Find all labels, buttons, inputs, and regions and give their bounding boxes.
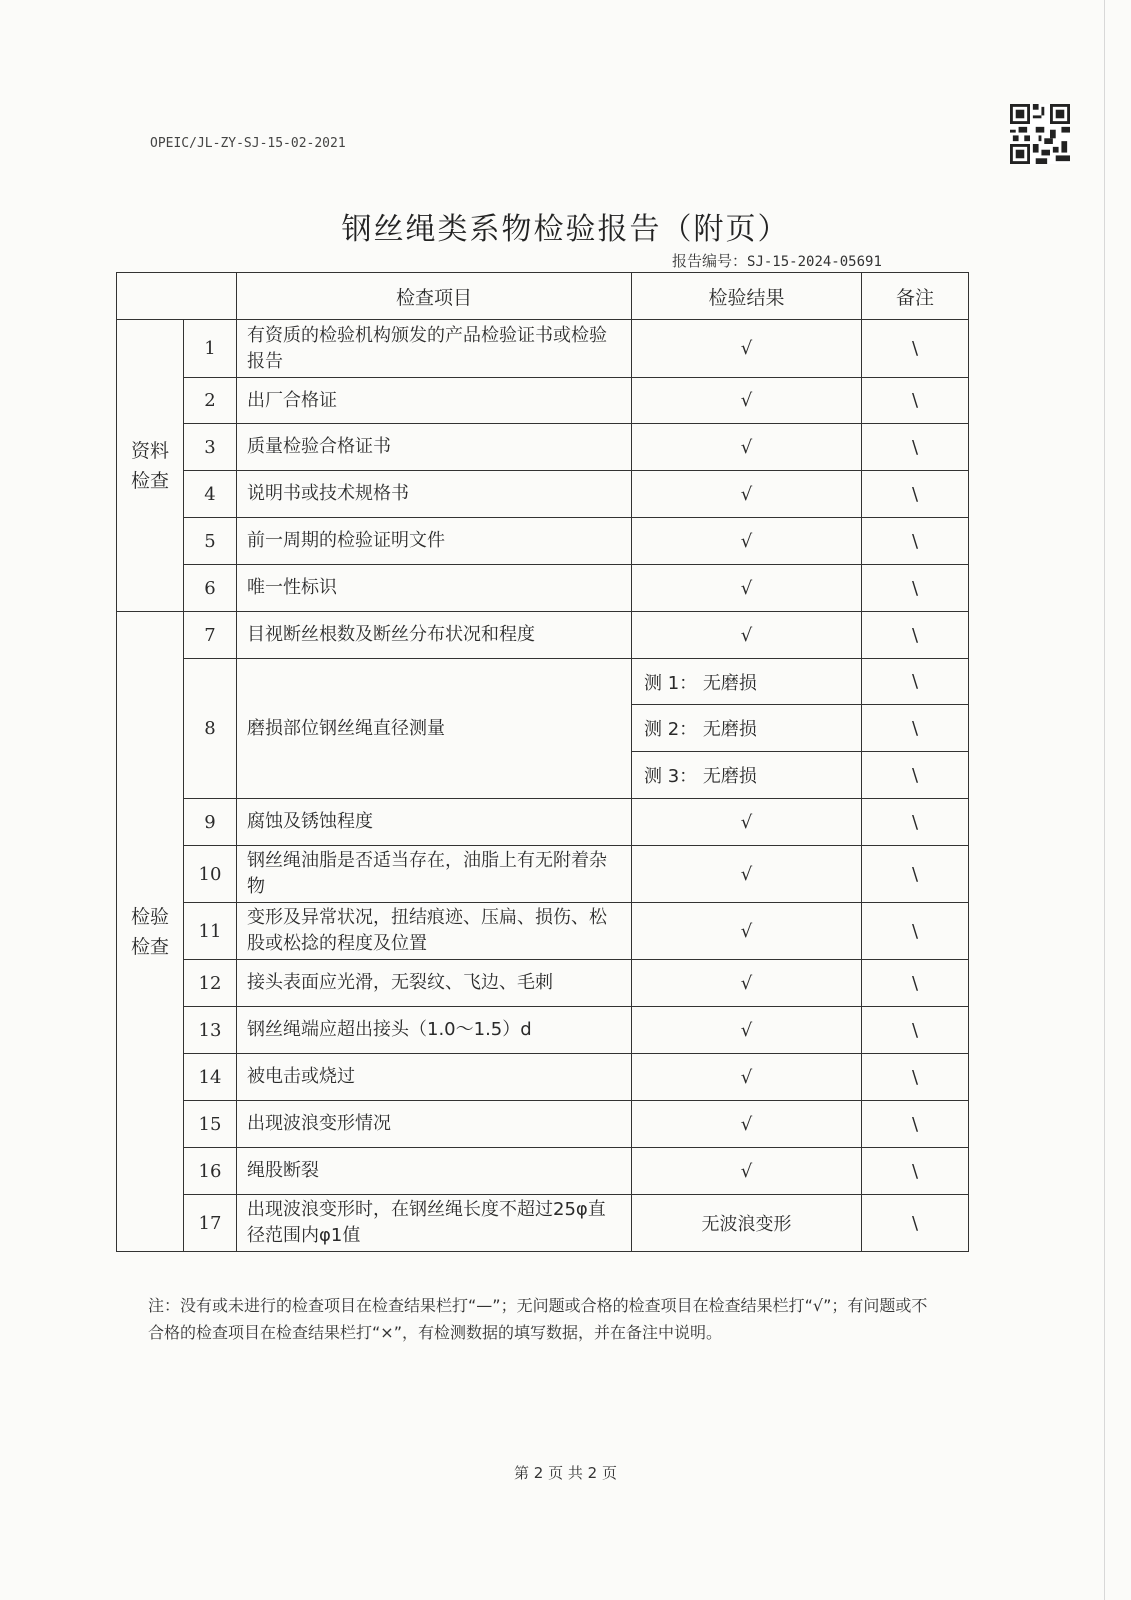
row-number: 2 <box>184 378 237 424</box>
row-result: √ <box>632 903 862 960</box>
row-subresult: 测 1： 无磨损 <box>632 659 862 705</box>
table-row <box>117 846 969 903</box>
row-number: 17 <box>184 1195 237 1252</box>
document-code: OPEIC/JL-ZY-SJ-15-02-2021 <box>150 136 346 151</box>
row-number: 11 <box>184 903 237 960</box>
row-note: \ <box>862 659 969 705</box>
table-row <box>117 471 969 518</box>
category-label: 资料检查 <box>130 439 169 492</box>
row-note: \ <box>862 752 969 799</box>
row-result: √ <box>632 1054 862 1101</box>
category-document-check <box>117 320 184 612</box>
row-number: 10 <box>184 846 237 903</box>
row-note: \ <box>862 1007 969 1054</box>
header-result: 检验结果 <box>632 273 862 320</box>
table-row <box>117 320 969 378</box>
row-item: 绳股断裂 <box>237 1148 632 1195</box>
row-note: \ <box>862 378 969 424</box>
row-item: 出现波浪变形时，在钢丝绳长度不超过25φ直径范围内φ1值 <box>237 1195 632 1252</box>
category-label: 检验检查 <box>130 905 169 958</box>
table-row <box>117 1007 969 1054</box>
row-item: 目视断丝根数及断丝分布状况和程度 <box>237 612 632 659</box>
row-item: 变形及异常状况，扭结痕迹、压扁、损伤、松股或松捻的程度及位置 <box>237 903 632 960</box>
row-note: \ <box>862 320 969 378</box>
row-note: \ <box>862 799 969 846</box>
report-number <box>672 250 882 271</box>
row-note: \ <box>862 1101 969 1148</box>
row-number: 6 <box>184 565 237 612</box>
row-number: 8 <box>184 659 237 799</box>
qr-code-icon <box>1010 104 1070 164</box>
row-note: \ <box>862 846 969 903</box>
row-number: 7 <box>184 612 237 659</box>
table-row <box>117 1054 969 1101</box>
row-note: \ <box>862 518 969 565</box>
row-item: 质量检验合格证书 <box>237 424 632 471</box>
row-note: \ <box>862 471 969 518</box>
header-note: 备注 <box>862 273 969 320</box>
row-number: 15 <box>184 1101 237 1148</box>
row-note: \ <box>862 424 969 471</box>
row-item: 有资质的检验机构颁发的产品检验证书或检验报告 <box>237 320 632 378</box>
row-result: √ <box>632 960 862 1007</box>
row-result: √ <box>632 612 862 659</box>
report-number-label: 报告编号： <box>672 252 748 270</box>
row-note: \ <box>862 1195 969 1252</box>
table-row <box>117 1148 969 1195</box>
row-item: 说明书或技术规格书 <box>237 471 632 518</box>
row-number: 9 <box>184 799 237 846</box>
table-row <box>117 565 969 612</box>
table-row <box>117 903 969 960</box>
table-row <box>117 424 969 471</box>
inspection-table-wrapper <box>116 272 968 1252</box>
row-number: 1 <box>184 320 237 378</box>
row-subresult: 测 2： 无磨损 <box>632 705 862 752</box>
table-row <box>117 518 969 565</box>
row-result: 无波浪变形 <box>632 1195 862 1252</box>
row-item: 唯一性标识 <box>237 565 632 612</box>
row-note: \ <box>862 612 969 659</box>
page-title: 钢丝绳类系物检验报告（附页） <box>341 212 790 247</box>
row-result: √ <box>632 1007 862 1054</box>
row-item: 腐蚀及锈蚀程度 <box>237 799 632 846</box>
row-result: √ <box>632 1101 862 1148</box>
row-number: 12 <box>184 960 237 1007</box>
table-row <box>117 799 969 846</box>
row-number: 16 <box>184 1148 237 1195</box>
row-note: \ <box>862 1148 969 1195</box>
category-inspection-check <box>117 612 184 1252</box>
row-note: \ <box>862 705 969 752</box>
table-row <box>117 659 969 705</box>
row-subresult: 测 3： 无磨损 <box>632 752 862 799</box>
table-row <box>117 378 969 424</box>
row-note: \ <box>862 960 969 1007</box>
row-result: √ <box>632 1148 862 1195</box>
row-result: √ <box>632 320 862 378</box>
row-item: 钢丝绳端应超出接头（1.0～1.5）d <box>237 1007 632 1054</box>
inspection-table <box>116 272 969 1252</box>
row-item: 出厂合格证 <box>237 378 632 424</box>
row-item: 前一周期的检验证明文件 <box>237 518 632 565</box>
table-row <box>117 612 969 659</box>
report-number-value: SJ-15-2024-05691 <box>747 254 882 270</box>
row-number: 13 <box>184 1007 237 1054</box>
table-header-row <box>117 273 969 320</box>
row-item: 接头表面应光滑，无裂纹、飞边、毛刺 <box>237 960 632 1007</box>
row-result: √ <box>632 471 862 518</box>
row-result: √ <box>632 518 862 565</box>
row-number: 14 <box>184 1054 237 1101</box>
row-result: √ <box>632 424 862 471</box>
row-result: √ <box>632 378 862 424</box>
footnote: 注：没有或未进行的检查项目在检查结果栏打“—”；无问题或合格的检查项目在检查结果栏打“√”；有问题或不合格的检查项目在检查结果栏打“×”，有检测数据的填写数据，并在备注中说明。 <box>148 1296 928 1342</box>
row-item: 钢丝绳油脂是否适当存在，油脂上有无附着杂物 <box>237 846 632 903</box>
row-item: 被电击或烧过 <box>237 1054 632 1101</box>
row-note: \ <box>862 1054 969 1101</box>
row-number: 4 <box>184 471 237 518</box>
row-result: √ <box>632 846 862 903</box>
row-result: √ <box>632 799 862 846</box>
header-blank <box>117 273 237 320</box>
row-result: √ <box>632 565 862 612</box>
header-item: 检查项目 <box>237 273 632 320</box>
table-row <box>117 960 969 1007</box>
page-number: 第 2 页 共 2 页 <box>514 1464 617 1482</box>
row-item: 出现波浪变形情况 <box>237 1101 632 1148</box>
table-row <box>117 1101 969 1148</box>
table-row <box>117 1195 969 1252</box>
row-note: \ <box>862 565 969 612</box>
row-number: 3 <box>184 424 237 471</box>
row-number: 5 <box>184 518 237 565</box>
row-item: 磨损部位钢丝绳直径测量 <box>237 659 632 799</box>
row-note: \ <box>862 903 969 960</box>
